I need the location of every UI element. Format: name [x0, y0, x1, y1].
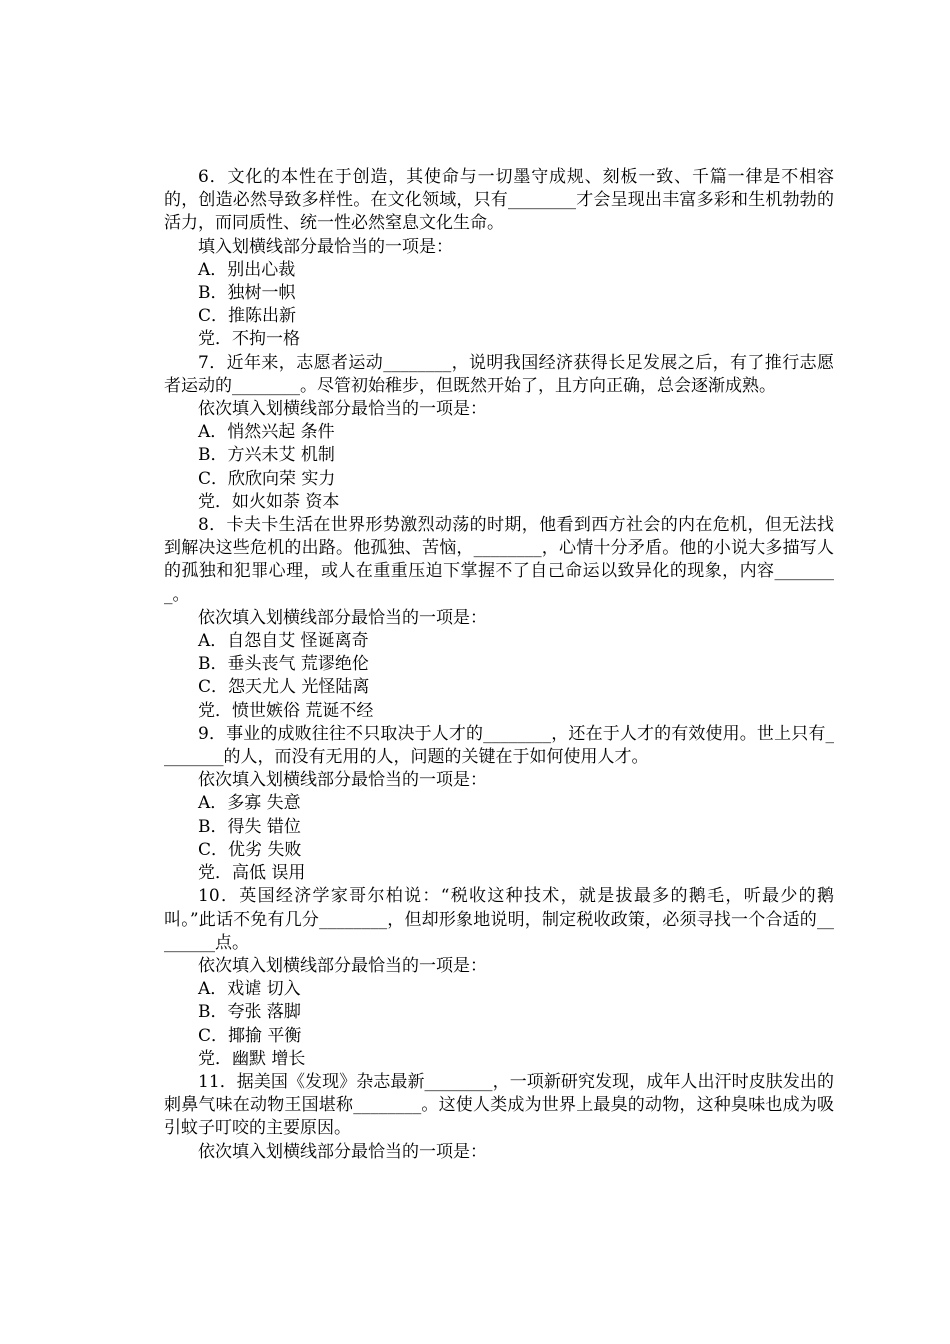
question-8-option-d: 党．愤世嫉俗 荒诞不经: [198, 700, 374, 721]
question-11-prompt: 依次填入划横线部分最恰当的一项是：: [198, 1141, 487, 1162]
question-9-option-b: B．得失 错位: [198, 816, 301, 837]
question-8: [164, 514, 834, 723]
question-7-option-a: A．悄然兴起 条件: [198, 422, 335, 443]
question-10-prompt: 依次填入划横线部分最恰当的一项是：: [198, 955, 487, 976]
document-body: [164, 166, 834, 1164]
question-6-stem: 6．文化的本性在于创造，其使命与一切墨守成规、刻板一致、千篇一律是不相容的，创造必然导致多样性。在文化领域，只有________才会呈现出丰富多彩和生机勃勃的活力，而同质性、统一性必然窒息文化生命。: [164, 167, 834, 234]
question-9-stem: 9．事业的成败往往不只取决于人才的________，还在于人才的有效使用。世上只有________的人，而没有无用的人，问题的关键在于如何使用人才。: [164, 723, 834, 768]
question-10-option-d: 党．幽默 增长: [198, 1048, 306, 1069]
question-11: [164, 1071, 834, 1164]
question-9-option-a: A．多寡 失意: [198, 793, 301, 814]
question-8-prompt: 依次填入划横线部分最恰当的一项是：: [198, 607, 487, 628]
question-6-option-a: A．别出心裁: [198, 259, 296, 280]
question-6-prompt: 填入划横线部分最恰当的一项是：: [198, 236, 453, 257]
question-10: [164, 885, 834, 1071]
question-9-option-d: 党．高低 误用: [198, 863, 306, 884]
question-7-option-d: 党．如火如荼 资本: [198, 491, 340, 512]
question-9-option-c: C．优劣 失败: [198, 839, 302, 860]
question-7-option-c: C．欣欣向荣 实力: [198, 468, 336, 489]
question-6-option-d: 党．不拘一格: [198, 329, 300, 350]
question-7-prompt: 依次填入划横线部分最恰当的一项是：: [198, 399, 487, 420]
question-10-stem: 10．英国经济学家哥尔柏说：“税收这种技术，就是拔最多的鹅毛，听最少的鹅叫。”此话不免有几分________，但却形象地说明，制定税收政策，必须寻找一个合适的________点。: [164, 886, 834, 953]
question-9-prompt: 依次填入划横线部分最恰当的一项是：: [198, 770, 487, 791]
question-7-option-b: B．方兴未艾 机制: [198, 445, 335, 466]
question-8-stem: 8．卡夫卡生活在世界形势激烈动荡的时期，他看到西方社会的内在危机，但无法找到解决这些危机的出路。他孤独、苦恼，________，心情十分矛盾。他的小说大多描写人的孤独和犯罪心理，或人在重重压迫下掌握不了自己命运以致异化的现象，内容________。: [164, 515, 834, 605]
question-6-option-c: C．推陈出新: [198, 306, 297, 327]
question-6: [164, 166, 834, 352]
question-8-option-a: A．自怨自艾 怪诞离奇: [198, 631, 369, 652]
question-9: [164, 723, 834, 885]
question-11-stem: 11．据美国《发现》杂志最新________，一项新研究发现，成年人出汗时皮肤发出的刺鼻气味在动物王国堪称________。这使人类成为世界上最臭的动物，这种臭味也成为吸引蚊子叮咬的主要原因。: [164, 1071, 834, 1139]
question-10-option-a: A．戏谑 切入: [198, 979, 301, 1000]
question-10-option-c: C．揶揄 平衡: [198, 1025, 302, 1046]
question-7-stem: 7．近年来，志愿者运动________，说明我国经济获得长足发展之后，有了推行志愿者运动的________。尽管初始稚步，但既然开始了，且方向正确，总会逐渐成熟。: [164, 352, 834, 396]
question-8-option-c: C．怨天尤人 光怪陆离: [198, 677, 370, 698]
question-8-option-b: B．垂头丧气 荒谬绝伦: [198, 654, 369, 675]
question-10-option-b: B．夸张 落脚: [198, 1002, 301, 1023]
question-7: [164, 352, 834, 514]
question-6-option-b: B．独树一帜: [198, 283, 296, 304]
